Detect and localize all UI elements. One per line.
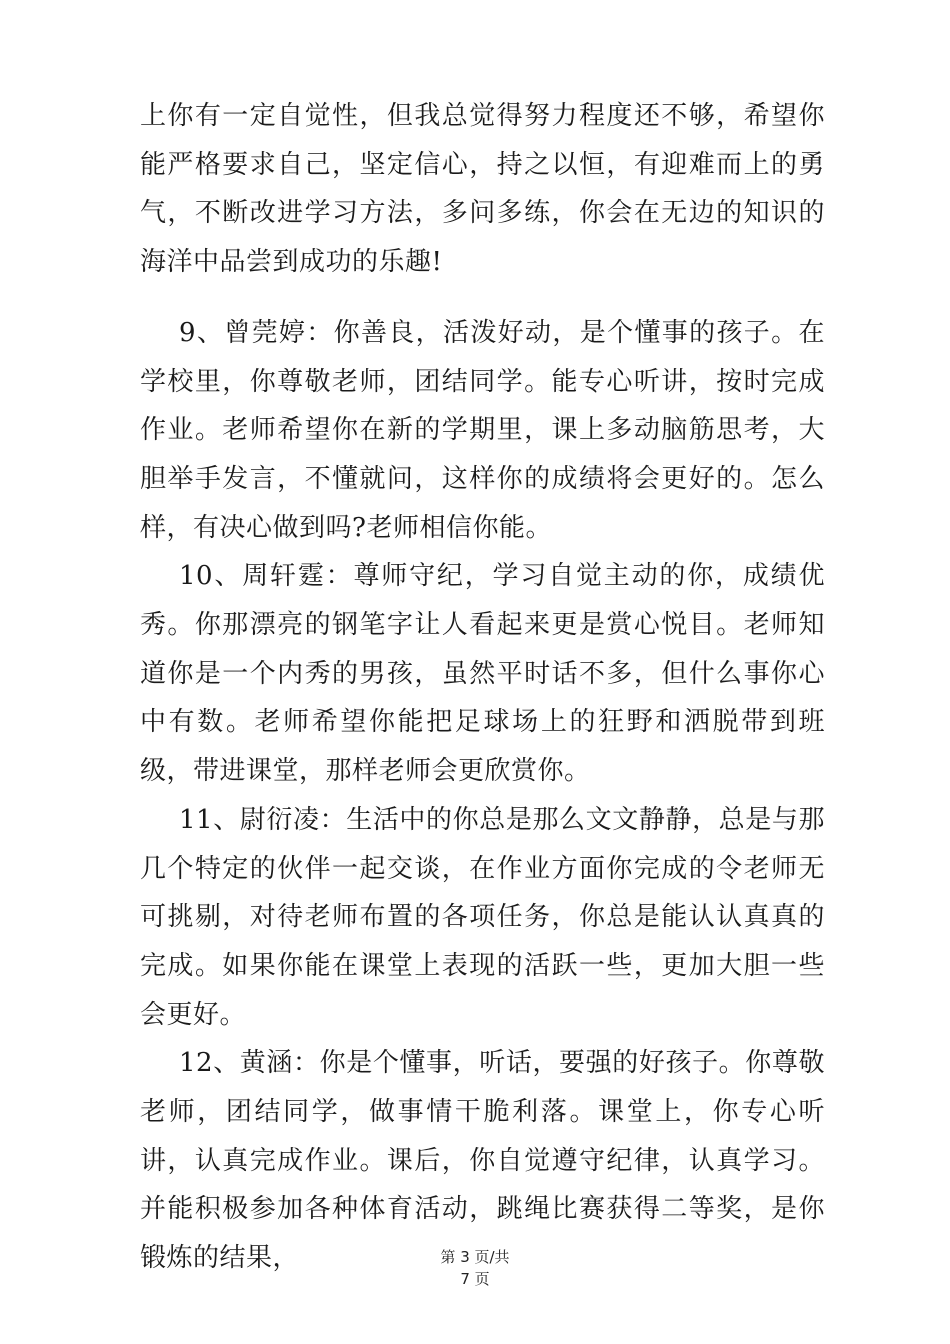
paragraph-continuation: 上你有一定自觉性，但我总觉得努力程度还不够，希望你能严格要求自己，坚定信心，持之以恒，有迎难而上的勇气，不断改进学习方法，多问多练，你会在无边的知识的海洋中品尝到成功的乐趣! [140,101,825,278]
paragraph-comment-9: 9、曾莞婷：你善良，活泼好动，是个懂事的孩子。在学校里，你尊敬老师，团结同学。能专心听讲，按时完成作业。老师希望你在新的学期里，课上多动脑筋思考，大胆举手发言，不懂就问，这样你的成绩将会更好的。怎么样，有决心做到吗?老师相信你能。 [140,317,825,543]
paragraph-comment-11: 11、尉衍凌：生活中的你总是那么文文静静，总是与那几个特定的伙伴一起交谈，在作业方面你完成的令老师无可挑剔，对待老师布置的各项任务，你总是能认认真真的完成。如果你能在课堂上表现的活跃一些，更加大胆一些会更好。 [140,804,825,1030]
page-number-line-1: 第 3 页/共 [440,1248,510,1266]
paragraph-comment-12: 12、黄涵：你是个懂事，听话，要强的好孩子。你尊敬老师，团结同学，做事情干脆利落。课堂上，你专心听讲，认真完成作业。课后，你自觉遵守纪律，认真学习。并能积极参加各种体育活动，跳绳比赛获得二等奖，是你锻炼的结果， [140,1048,825,1274]
document-body [140,92,825,1283]
page-number-line-2: 7 页 [460,1270,490,1288]
paragraph-comment-10: 10、周轩霆：尊师守纪，学习自觉主动的你，成绩优秀。你那漂亮的钢笔字让人看起来更是赏心悦目。老师知道你是一个内秀的男孩，虽然平时话不多，但什么事你心中有数。老师希望你能把足球场上的狂野和洒脱带到班级，带进课堂，那样老师会更欣赏你。 [140,561,825,787]
page-footer [0,1246,950,1290]
